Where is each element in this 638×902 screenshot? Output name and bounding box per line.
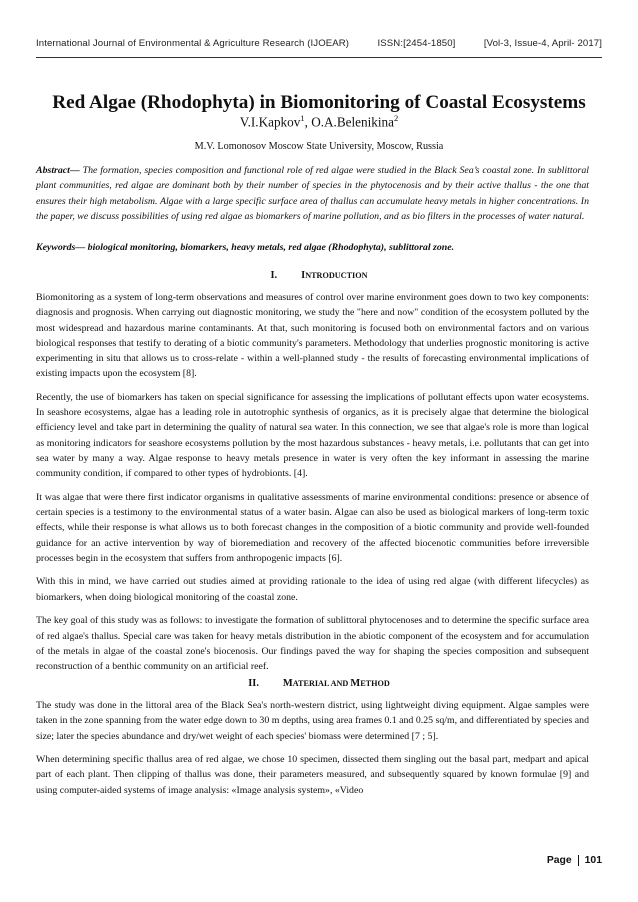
page-number: 101 <box>584 855 602 866</box>
authors <box>0 113 638 130</box>
paragraph: When determining specific thallus area of red algae, we chose 10 specimen, dissected them singling out the basal part, medpart and apical part of each plant. Then clipping of thallus was done, their parameters measured, and subsequently squared by known formulae [9] and using computer-aided systems of image analysis: «Image analysis system», «Video <box>36 754 589 796</box>
introduction-body <box>36 290 589 683</box>
keywords-label: Keywords— <box>36 242 86 253</box>
issn: ISSN:[2454-1850] <box>377 38 456 49</box>
journal-name: International Journal of Environmental & Agriculture Research (IJOEAR) <box>36 38 350 49</box>
paper-title: Red Algae (Rhodophyta) in Biomonitoring of Coastal Ecosystems <box>52 92 586 113</box>
keywords <box>36 240 589 255</box>
author-1-affil: 1 <box>300 113 305 123</box>
paragraph: The key goal of this study was as follows: to investigate the formation of sublittoral phytocenoses and to determine the specific surface area of red algae's thallus. Special care was taken for heavy metals distribution in the abiotic component of the ecosystem and for accumulation of the metals in algae of the coastal zone's biocenosis. Our findings paved the way for shaping the species composition and subsequent reconstruction of a benthic community on an artificial reef. <box>36 615 589 673</box>
header-rule <box>36 57 602 58</box>
paragraph: With this in mind, we have carried out studies aimed at providing rationale to the idea of using red algae (with different lifecycles) as biomarkers, when doing biological monitoring of the coastal zone. <box>36 576 589 603</box>
author-separator: , <box>304 114 312 130</box>
keywords-text: biological monitoring, biomarkers, heavy metals, red algae (Rhodophyta), sublittoral zone. <box>85 242 455 253</box>
paragraph: Biomonitoring as a system of long-term observations and measures of control over marine environment goes down to two key components: diagnosis and prognosis. When carrying out diagnostic monitoring, we study the "here and now" condition of the ecosystem polluted by the most widespread and hazardous marine contaminants. At that, such monitoring is focused both on environmental factors and on various biological responses that testify to derating of a biotic community's parameters. Methodology that underlies prognostic monitoring is active experimenting in situ that allows us to cross-relate - within a well-planned study - the results of forecasting environmental implications of existing impacts upon the ecosystem [8]. <box>36 292 589 380</box>
material-method-body <box>36 698 589 806</box>
page-footer <box>547 855 602 866</box>
paragraph: Recently, the use of biomarkers has taken on special significance for assessing the implications of pollutant effects upon water ecosystems. In seashore ecosystems, algae has a leading role in autotrophic synthesis of organics, as it is precisely algae that determine the biological efficiency level and take part in determining the quality of natural sea water. In this connection, we see that algae's role is more than logical as monitoring indicators for seashore ecosystems pollution by the most hazardous substances - heavy metals, i.e. pollutants that can get into sea water by many a way. Algae response to heavy metals presence in water is very often the key informant in assessing the marine community condition, if compared to other types of hydrobionts. [4]. <box>36 391 589 480</box>
page-label: Page <box>546 855 572 866</box>
abstract-text: The formation, species composition and functional role of red algae were studied in the Black Sea’s coastal zone. In sublittoral plant communities, red algae are dominant both by their number of species in the phytocenosis and by their active thallus - the one that ensures their high metabolism. Algae with a large specific surface area of thallus can accumulate heavy metals in higher concentrations. In the paper, we discuss possibilities of using red algae as biomarkers of marine pollution, and as bio filters in the processes of water natural. <box>36 165 589 222</box>
footer-divider <box>578 855 579 866</box>
section-heading-material-method: II. MATERIAL AND METHOD <box>248 678 390 689</box>
abstract <box>36 163 589 224</box>
paragraph: It was algae that were there first indicator organisms in qualitative assessments of marine environmental conditions: presence or absence of certain species is a testimony to the environmental status of a water basin. Algae can also be used as biological markers of long-term toxic effects, while their response is what allows us to both forecast changes in the composition of a biotic community and provide well-founded guidance for an active intervention by way of bioremediation and recovery of the affected biocenotic communities before irreversible processes begin in the ecosystem that suffers from anthropogenic impacts [6]. <box>36 491 589 564</box>
author-2: O.A.Belenikina <box>311 114 394 130</box>
paragraph: The study was done in the littoral area of the Black Sea's north-western district, using lightweight diving equipment. Algae samples were taken in the zone spanning from the water edge down to 30 m depths, using area frames 0.1 and 0.25 sq/m, and differentiated by species and size; later the species abundance and dry/wet weight of each species' biomass were determined [7 ; 5]. <box>36 700 589 742</box>
affiliation: M.V. Lomonosov Moscow State University, Moscow, Russia <box>194 141 444 152</box>
abstract-label: Abstract— <box>36 165 80 176</box>
volume-issue: [Vol-3, Issue-4, April- 2017] <box>483 38 602 49</box>
section-number: I. <box>270 270 278 281</box>
author-1: V.I.Kapkov <box>239 114 301 130</box>
section-heading-introduction: I. INTRODUCTION <box>270 270 368 281</box>
author-2-affil: 2 <box>393 113 399 123</box>
running-header <box>36 38 602 49</box>
section-number: II. <box>248 678 259 689</box>
